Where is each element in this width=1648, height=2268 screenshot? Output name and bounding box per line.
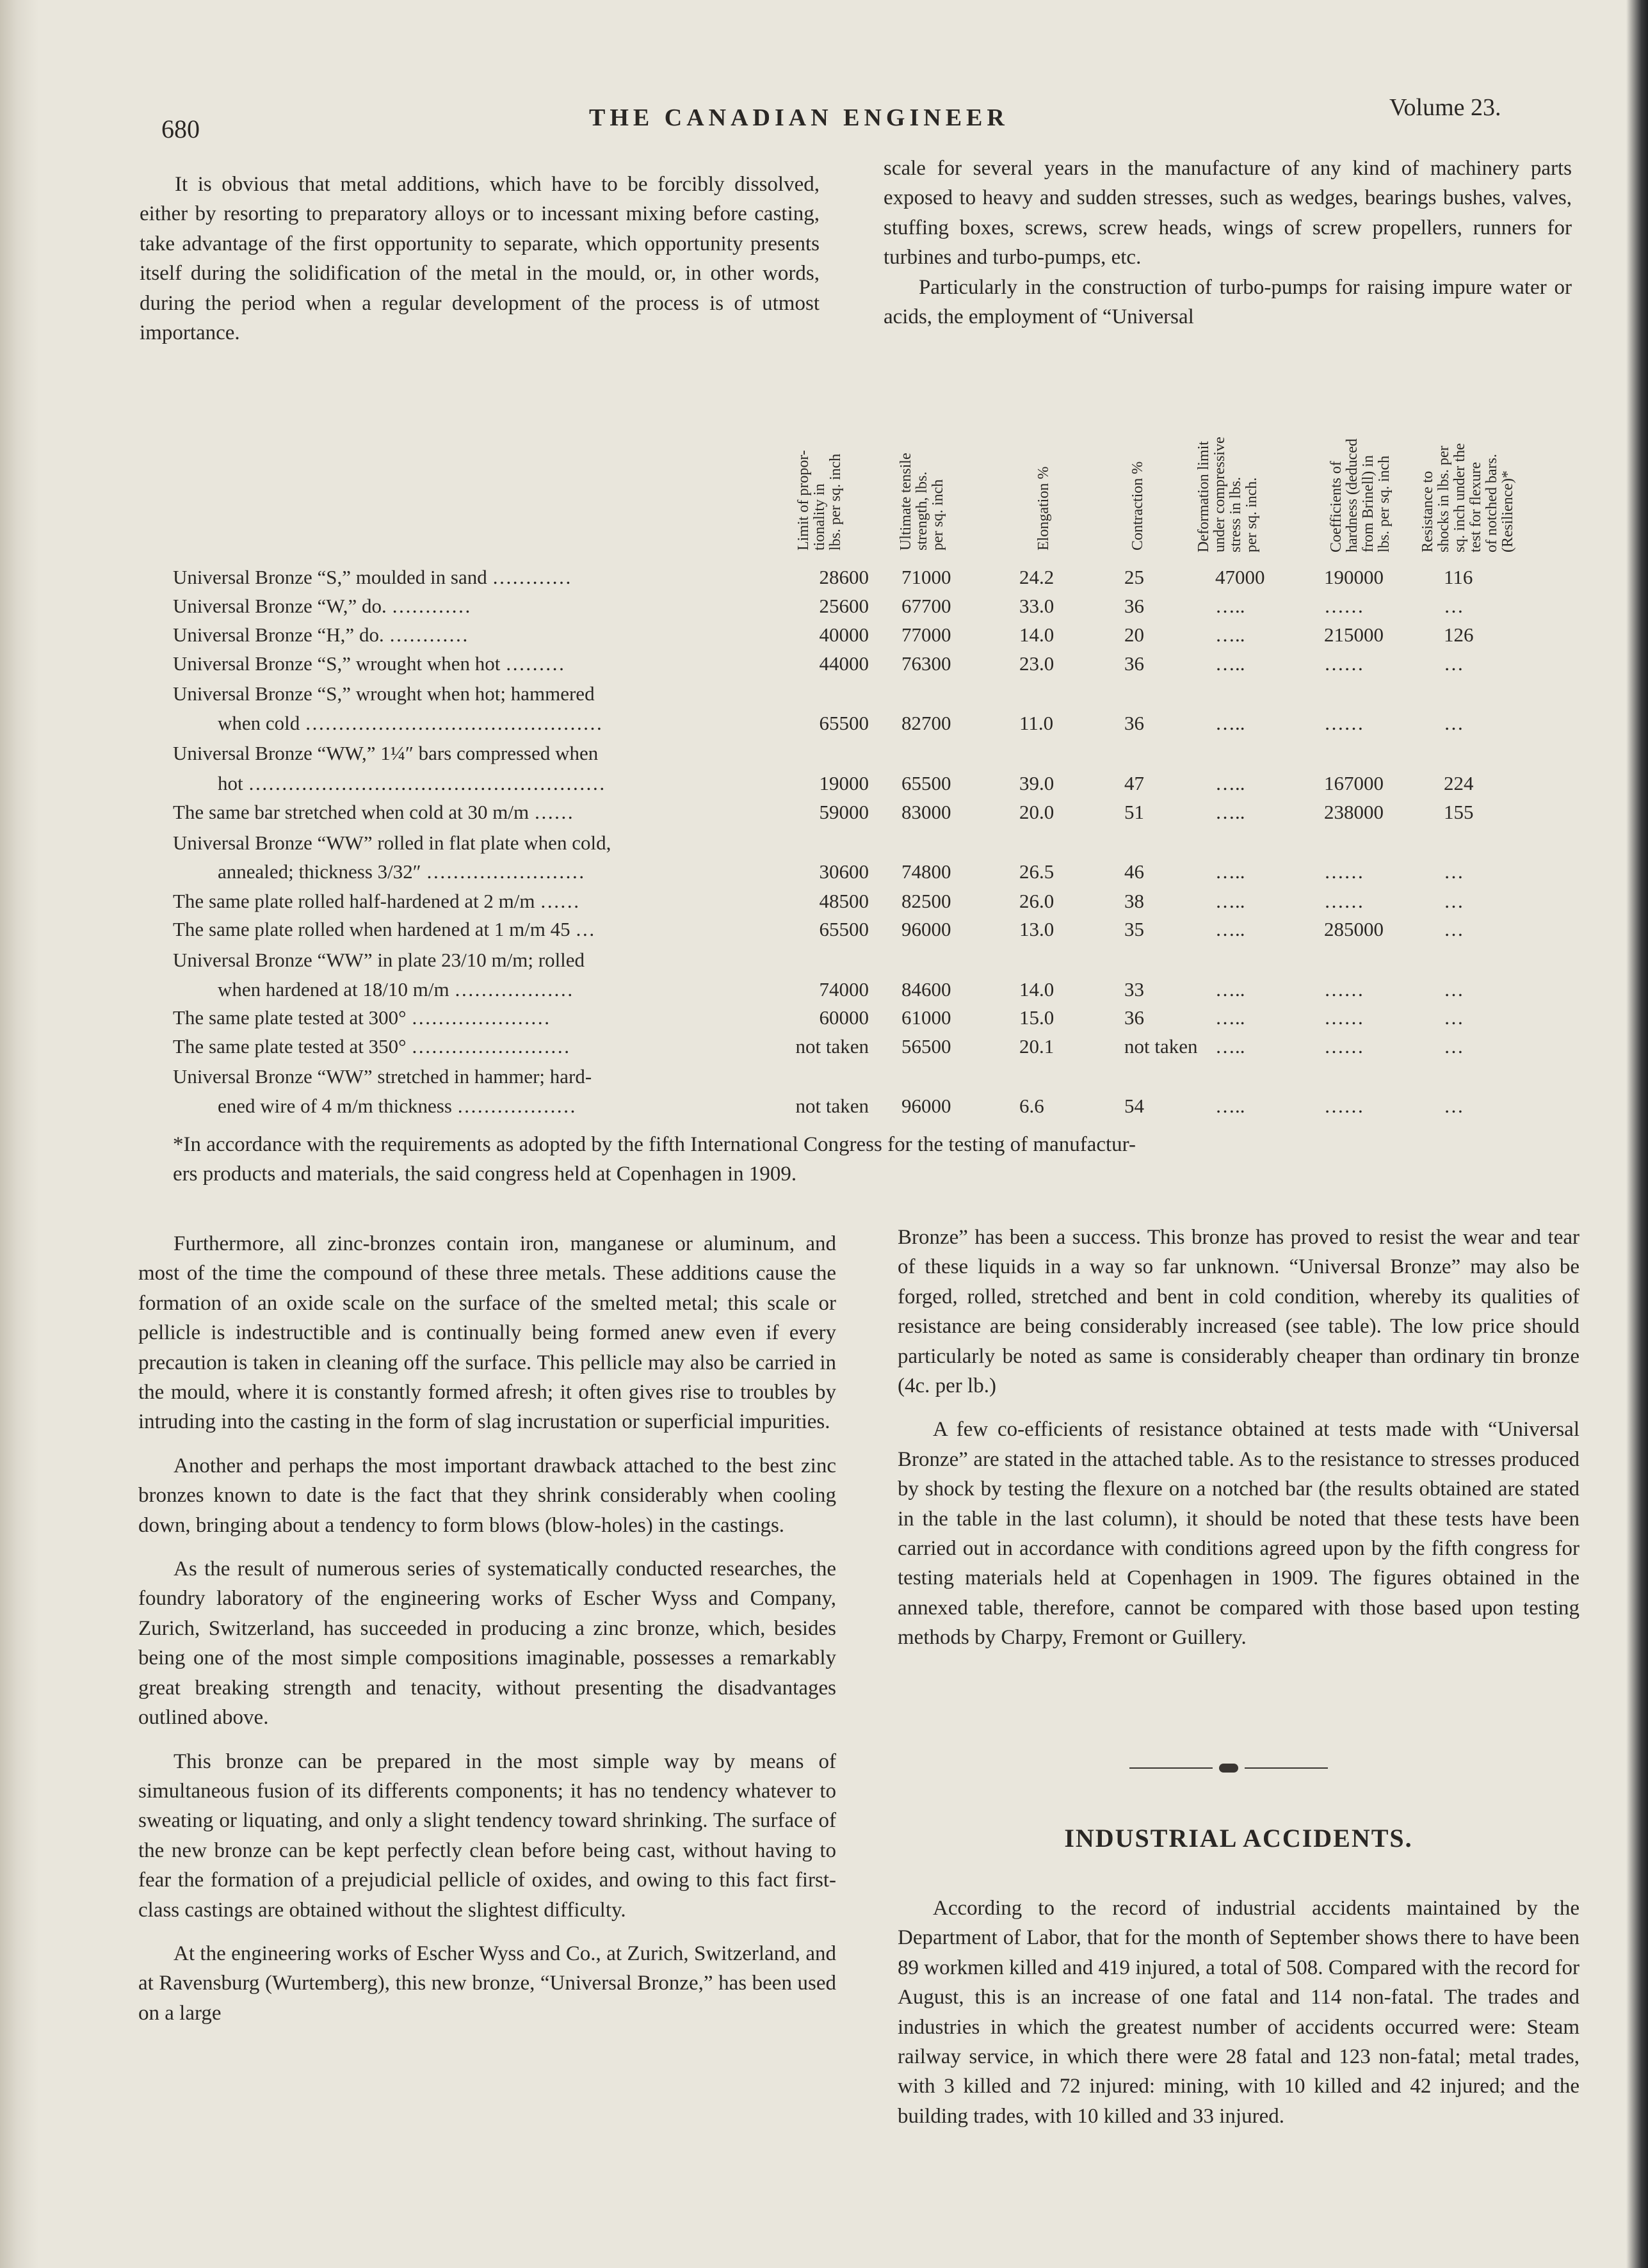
table-cell: 47000 [1215,566,1265,588]
table-cell: ….. [1215,712,1245,734]
table-cell: ….. [1215,801,1245,823]
column-header-tensile: Ultimate tensile strength, lbs. per sq. inch [898,453,946,551]
row-label: The same bar stretched when cold at 30 m/m …… [173,801,574,823]
table-cell: 14.0 [1019,623,1054,646]
table-cell: ….. [1215,652,1245,675]
table-cell: 39.0 [1019,772,1054,794]
row-label: The same plate rolled half-hardened at 2 m/m …… [173,890,580,912]
table-cell: … [1444,652,1464,675]
section-divider-ornament [1129,1762,1328,1774]
paragraph: Particularly in the construction of turbo-pumps for raising impure water or acids, the employment of “Universal [884,275,1572,329]
row-label: when cold ……………………………………… [218,712,603,734]
table-cell: … [1444,860,1464,883]
row-label: Universal Bronze “WW” stretched in hammer; hard- [173,1065,592,1088]
table-cell: …… [1324,890,1364,912]
row-label: Universal Bronze “WW” rolled in flat plate when cold, [173,832,611,854]
table-cell: ….. [1215,860,1245,883]
table-cell: 25 [1124,566,1144,588]
table-cell: 44000 [819,652,869,675]
table-cell: … [1444,1095,1464,1117]
table-cell: 65500 [901,772,951,794]
table-row [0,1092,1648,1122]
intro-right-column [884,154,1572,332]
table-cell: 167000 [1324,772,1384,794]
table-cell: ….. [1215,772,1245,794]
row-label: Universal Bronze “H,” do. ………… [173,623,469,646]
table-cell: … [1444,1035,1464,1058]
footnote-line: *In accordance with the requirements as adopted by the fifth International Congress for the testing of manufactur- [173,1133,1136,1156]
table-cell: 51 [1124,801,1144,823]
table-row [0,829,1648,858]
table-row [0,976,1648,1005]
table-cell: ….. [1215,1035,1245,1058]
table-cell: ….. [1215,595,1245,617]
table-cell: 36 [1124,595,1144,617]
column-header-proportionality: Limit of propor- tionality in lbs. per sq. inch [795,450,844,551]
table-row [0,563,1648,593]
table-cell: 20.1 [1019,1035,1054,1058]
table-cell: 61000 [901,1006,951,1029]
paragraph: Another and perhaps the most important drawback attached to the best zinc bronzes known to date is the fact that they shrink considerably when cooling down, bringing about a tendency to form blows (blow-holes) in the castings. [138,1454,836,1537]
table-row [0,650,1648,679]
table-cell: 96000 [901,1095,951,1117]
table-cell: 285000 [1324,918,1384,940]
table-row [0,915,1648,945]
paragraph: scale for several years in the manufacture of any kind of machinery parts exposed to heavy and sudden stresses, such as wedges, bearings bushes, valves, stuffing boxes, screws, screw heads, wings of screw propellers, runners for turbines and turbo-pumps, etc. [884,157,1572,269]
table-cell: 20 [1124,623,1144,646]
table-cell: 71000 [901,566,951,588]
table-cell: ….. [1215,623,1245,646]
table-cell: 84600 [901,978,951,1001]
table-cell: 20.0 [1019,801,1054,823]
table-row [0,592,1648,622]
divider-ornament-dot [1219,1764,1238,1773]
table-cell: 40000 [819,623,869,646]
footnote-line: ers products and materials, the said congress held at Copenhagen in 1909. [173,1162,797,1186]
table-cell: 33.0 [1019,595,1054,617]
table-cell: 83000 [901,801,951,823]
column-header-hardness: Coefficients of hardness (deduced from Brinell) in lbs. per sq. inch [1328,438,1393,552]
section-title: INDUSTRIAL ACCIDENTS. [1064,1824,1413,1853]
table-cell: … [1444,712,1464,734]
table-cell: ….. [1215,1006,1245,1029]
page-binding-shadow [0,0,38,2268]
volume-label: Volume 23. [1389,94,1501,121]
row-label: The same plate tested at 350° …………………… [173,1035,570,1058]
table-cell: ….. [1215,1095,1245,1117]
table-cell: 30600 [819,860,869,883]
table-row [0,739,1648,769]
table-cell: 77000 [901,623,951,646]
table-cell: … [1444,890,1464,912]
table-cell: 224 [1444,772,1474,794]
page-edge-shadow [1626,0,1648,2268]
table-footnote [173,1130,1556,1189]
row-label: when hardened at 18/10 m/m ……………… [218,978,574,1001]
table-row [0,709,1648,739]
table-cell: not taken [1124,1035,1198,1058]
table-cell: 25600 [819,595,869,617]
table-cell: 60000 [819,1006,869,1029]
table-cell: 26.5 [1019,860,1054,883]
divider-line [1245,1767,1328,1769]
table-cell: 82500 [901,890,951,912]
table-cell: 65500 [819,712,869,734]
accidents-column [898,1894,1579,2131]
paragraph: Bronze” has been a success. This bronze has proved to resist the wear and tear of these liquids in a way so far unknown. “Universal Bronze” may also be forged, rolled, stretched and bent in cold condition, whereby its qualities of resistance are being considerably increased (see table). The low price should particularly be noted as same is considerably cheaper than ordinary tin bronze (4c. per lb.) [898,1226,1579,1398]
table-cell: 19000 [819,772,869,794]
table-cell: 15.0 [1019,1006,1054,1029]
table-cell: 11.0 [1019,712,1054,734]
table-cell: 36 [1124,712,1144,734]
table-cell: 190000 [1324,566,1384,588]
table-cell: …… [1324,978,1364,1001]
page-number: 680 [161,115,200,143]
table-cell: 47 [1124,772,1144,794]
table-cell: 56500 [901,1035,951,1058]
table-cell: 38 [1124,890,1144,912]
table-cell: 26.0 [1019,890,1054,912]
paragraph: At the engineering works of Escher Wyss and Co., at Zurich, Switzerland, and at Ravensburg (Wurtemberg), this new bronze, “Universal Bronze,” has been used on a large [138,1942,836,2025]
table-cell: not taken [795,1095,869,1117]
table-row [0,680,1648,709]
column-header-deformation: Deformation limit under compressive stress in lbs. per sq. inch. [1195,437,1260,552]
table-row [0,1063,1648,1092]
table-cell: 24.2 [1019,566,1054,588]
row-label: ened wire of 4 m/m thickness ……………… [218,1095,576,1117]
table-cell: ….. [1215,890,1245,912]
table-cell: 74800 [901,860,951,883]
table-cell: 116 [1444,566,1473,588]
table-cell: 54 [1124,1095,1144,1117]
column-header-resilience: Resistance to shocks in lbs. per sq. inch under the test for flexure of notched bars. (Resilience)* [1419,443,1516,552]
table-cell: 36 [1124,1006,1144,1029]
row-label: Universal Bronze “S,” wrought when hot; hammered [173,682,595,705]
table-cell: 46 [1124,860,1144,883]
table-row [0,1004,1648,1033]
divider-line [1129,1767,1213,1769]
table-cell: 155 [1444,801,1474,823]
table-row [0,858,1648,887]
table-cell: 14.0 [1019,978,1054,1001]
table-cell: 59000 [819,801,869,823]
table-cell: not taken [795,1035,869,1058]
table-cell: 13.0 [1019,918,1054,940]
table-row [0,946,1648,976]
row-label: The same plate tested at 300° ………………… [173,1006,551,1029]
table-cell: 74000 [819,978,869,1001]
intro-left-column [140,170,820,348]
table-cell: 96000 [901,918,951,940]
table-cell: … [1444,918,1464,940]
row-label: Universal Bronze “S,” moulded in sand ………… [173,566,572,588]
table-cell: …… [1324,595,1364,617]
table-row [0,798,1648,828]
row-label: Universal Bronze “W,” do. ………… [173,595,471,617]
table-row [0,769,1648,799]
table-cell: ….. [1215,918,1245,940]
row-label: Universal Bronze “WW” in plate 23/10 m/m; rolled [173,949,585,971]
table-cell: 82700 [901,712,951,734]
table-cell: … [1444,595,1464,617]
paragraph: It is obvious that metal additions, which have to be forcibly dissolved, either by resorting to preparatory alloys or to incessant mixing before casting, take advantage of the first opportunity to separate, which opportunity presents itself during the solidification of the metal in the mould, or, in other words, during the period when a regular development of the process is of utmost importance. [140,173,820,345]
row-label: annealed; thickness 3/32″ …………………… [218,860,585,883]
table-cell: 35 [1124,918,1144,940]
table-cell: 23.0 [1019,652,1054,675]
table-cell: … [1444,978,1464,1001]
table-cell: …… [1324,860,1364,883]
table-cell: 76300 [901,652,951,675]
table-row [0,621,1648,650]
row-label: Universal Bronze “WW,” 1¼″ bars compressed when [173,742,599,764]
journal-title: THE CANADIAN ENGINEER [589,104,1009,131]
table-cell: 36 [1124,652,1144,675]
row-label: Universal Bronze “S,” wrought when hot ……… [173,652,565,675]
table-cell: 48500 [819,890,869,912]
table-row [0,1033,1648,1062]
row-label: hot ……………………………………………… [218,772,606,794]
column-header-elongation: Elongation % [1035,466,1052,551]
row-label: The same plate rolled when hardened at 1 m/m 45 … [173,918,595,940]
column-header-contraction: Contraction % [1129,461,1146,551]
paragraph: This bronze can be prepared in the most simple way by means of simultaneous fusion of its differents components; it has no tendency whatever to sweating or liquating, and only a slight tendency toward shrinking. The surface of the new bronze can be kept perfectly clean before being cast, without having to fear the formation of a prejudicial pellicle of oxides, and owing to this fact first-class castings are obtained without the slightest difficulty. [138,1749,836,1922]
paragraph: Furthermore, all zinc-bronzes contain iron, manganese or aluminum, and most of the time the compound of these three metals. These additions cause the formation of an oxide scale on the surface of the smelted metal; this scale or pellicle is indestructible and is continually being formed anew even if every precaution is taken in cleaning off the surface. This pellicle may also be carried in the mould, where it is constantly formed afresh; it often gives rise to troubles by intruding into the casting in the form of slag incrustation or superficial impurities. [138,1232,836,1434]
table-cell: 215000 [1324,623,1384,646]
table-cell: …… [1324,712,1364,734]
paragraph: A few co-efficients of resistance obtained at tests made with “Universal Bronze” are stated in the attached table. As to the resistance to stresses produced by shock by testing the flexure on a notched bar (the results obtained are stated in the table in the last column), it should be noted that these tests have been carried out in accordance with conditions agreed upon by the fifth congress for testing materials held at Copenhagen in 1909. The figures obtained in the annexed table, therefore, cannot be compared with those based upon testing methods by Charpy, Fremont or Guillery. [898,1418,1579,1650]
table-cell: 126 [1444,623,1474,646]
table-cell: 238000 [1324,801,1384,823]
table-cell: 33 [1124,978,1144,1001]
paragraph: As the result of numerous series of systematically conducted researches, the foundry laboratory of the engineering works of Escher Wyss and Company, Zurich, Switzerland, has succeeded in producing a zinc bronze, which, besides being one of the most simple compositions imaginable, possesses a remarkably great breaking strength and tenacity, without presenting the disadvantages outlined above. [138,1557,836,1730]
table-cell: …… [1324,1095,1364,1117]
table-cell: ….. [1215,978,1245,1001]
table-cell: …… [1324,652,1364,675]
table-cell: 6.6 [1019,1095,1044,1117]
table-cell: …… [1324,1006,1364,1029]
table-cell: 67700 [901,595,951,617]
table-cell: … [1444,1006,1464,1029]
right-column [898,1223,1579,1653]
left-column [138,1229,836,2028]
table-cell: …… [1324,1035,1364,1058]
paragraph: According to the record of industrial accidents maintained by the Department of Labor, that for the month of September shows there to have been 89 workmen killed and 419 injured, a total of 508. Compared with the record for August, this is an increase of one fatal and 114 non-fatal. The trades and industries in which the greatest number of accidents occurred were: Steam railway service, in which there were 28 fatal and 123 non-fatal; metal trades, with 3 killed and 72 injured: mining, with 10 killed and 42 injured; and the building trades, with 10 killed and 33 injured. [898,1897,1579,2128]
table-cell: 28600 [819,566,869,588]
table-cell: 65500 [819,918,869,940]
table-row [0,887,1648,917]
